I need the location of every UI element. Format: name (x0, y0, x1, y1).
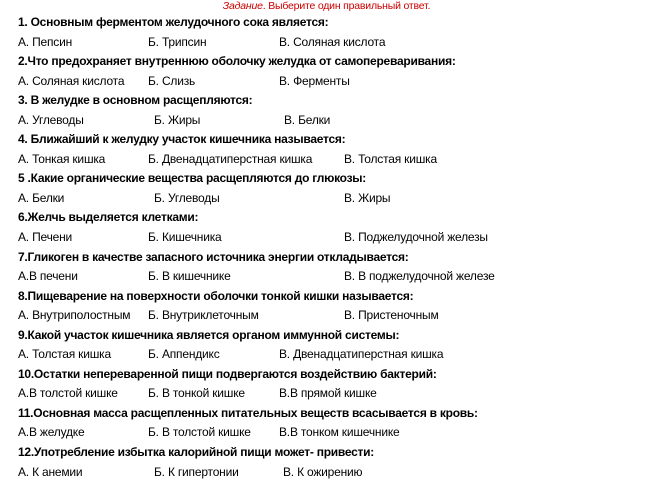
option-b[interactable]: Б. Двенадцатиперстная кишка (148, 151, 313, 166)
option-a[interactable]: А.В толстой кишке (18, 386, 118, 401)
question-12 (18, 443, 648, 482)
option-b[interactable]: Б. В тонкой кишке (148, 386, 245, 401)
answer-options (18, 384, 648, 404)
question-text: 10.Остатки непереваренной пищи подвергаются воздействию бактерий: (18, 366, 437, 381)
answer-options (18, 189, 648, 209)
question-text: 5 .Какие органические вещества расщепляются до глюкозы: (18, 171, 367, 186)
option-b[interactable]: Б. Трипсин (148, 34, 207, 49)
option-a[interactable]: А. Печени (18, 229, 73, 244)
option-a[interactable]: А. Углеводы (18, 112, 84, 127)
question-11 (18, 404, 648, 443)
answer-options (18, 463, 648, 483)
option-c[interactable]: В. Соляная кислота (279, 34, 386, 49)
option-c[interactable]: В. Двенадцатиперстная кишка (279, 347, 444, 362)
answer-options (18, 33, 648, 53)
option-c[interactable]: В. Белки (284, 112, 331, 127)
question-7 (18, 248, 648, 287)
question-6 (18, 208, 648, 247)
answer-options (18, 72, 648, 92)
question-text: 11.Основная масса расщепленных питательных веществ всасывается в кровь: (18, 405, 478, 420)
option-b[interactable]: Б. Жиры (154, 112, 201, 127)
question-text: 6.Желчь выделяется клетками: (18, 210, 199, 225)
option-a[interactable]: А. Толстая кишка (18, 347, 111, 362)
question-1 (18, 13, 648, 52)
question-5 (18, 169, 648, 208)
answer-options (18, 111, 648, 131)
option-a[interactable]: А. Соляная кислота (18, 73, 125, 88)
option-c[interactable]: В. Толстая кишка (344, 151, 437, 166)
question-text: 9.Какой участок кишечника является органом иммунной системы: (18, 327, 400, 342)
option-c[interactable]: В. В поджелудочной железе (344, 269, 495, 284)
option-c[interactable]: В.В тонком кишечнике (279, 425, 400, 440)
question-8 (18, 287, 648, 326)
question-list (18, 13, 648, 482)
answer-options (18, 150, 648, 170)
question-text: 8.Пищеварение на поверхности оболочки тонкой кишки называется: (18, 288, 414, 303)
option-c[interactable]: В. Ферменты (279, 73, 350, 88)
question-text: 7.Гликоген в качестве запасного источника энергии откладывается: (18, 249, 409, 264)
answer-options (18, 423, 648, 443)
question-text: 3. В желудке в основном расщепляются: (18, 93, 253, 108)
option-b[interactable]: Б. Аппендикс (148, 347, 220, 362)
task-text: . Выберите один правильный ответ. (262, 0, 431, 12)
task-label: Задание (222, 0, 263, 12)
answer-options (18, 306, 648, 326)
question-9 (18, 326, 648, 365)
option-a[interactable]: А. Белки (18, 190, 65, 205)
option-b[interactable]: Б. Углеводы (154, 190, 220, 205)
option-b[interactable]: Б. Слизь (148, 73, 196, 88)
option-c[interactable]: В. К ожирению (283, 464, 363, 479)
option-c[interactable]: В. Жиры (344, 190, 391, 205)
option-a[interactable]: А. Тонкая кишка (18, 151, 106, 166)
option-b[interactable]: Б. В толстой кишке (148, 425, 251, 440)
question-text: 2.Что предохраняет внутреннюю оболочку желудка от самопереваривания: (18, 54, 456, 69)
option-a[interactable]: А.В печени (18, 269, 78, 284)
question-10 (18, 365, 648, 404)
task-instruction (0, 0, 653, 12)
option-b[interactable]: Б. В кишечнике (148, 269, 231, 284)
option-b[interactable]: Б. К гипертонии (154, 464, 239, 479)
option-a[interactable]: А. Пепсин (18, 34, 72, 49)
question-2 (18, 52, 648, 91)
option-b[interactable]: Б. Внутриклеточным (148, 308, 259, 323)
option-c[interactable]: В. Поджелудочной железы (344, 229, 488, 244)
option-c[interactable]: В. Пристеночным (344, 308, 439, 323)
answer-options (18, 345, 648, 365)
option-c[interactable]: В.В прямой кишке (279, 386, 377, 401)
question-4 (18, 130, 648, 169)
option-a[interactable]: А. Внутриполостным (18, 308, 131, 323)
question-text: 12.Употребление избытка калорийной пищи может- привести: (18, 445, 375, 460)
question-text: 4. Ближайший к желудку участок кишечника называется: (18, 132, 346, 147)
question-3 (18, 91, 648, 130)
option-a[interactable]: А. К анемии (18, 464, 83, 479)
answer-options (18, 267, 648, 287)
answer-options (18, 228, 648, 248)
option-a[interactable]: А.В желудке (18, 425, 85, 440)
question-text: 1. Основным ферментом желудочного сока является: (18, 15, 329, 29)
option-b[interactable]: Б. Кишечника (148, 229, 222, 244)
